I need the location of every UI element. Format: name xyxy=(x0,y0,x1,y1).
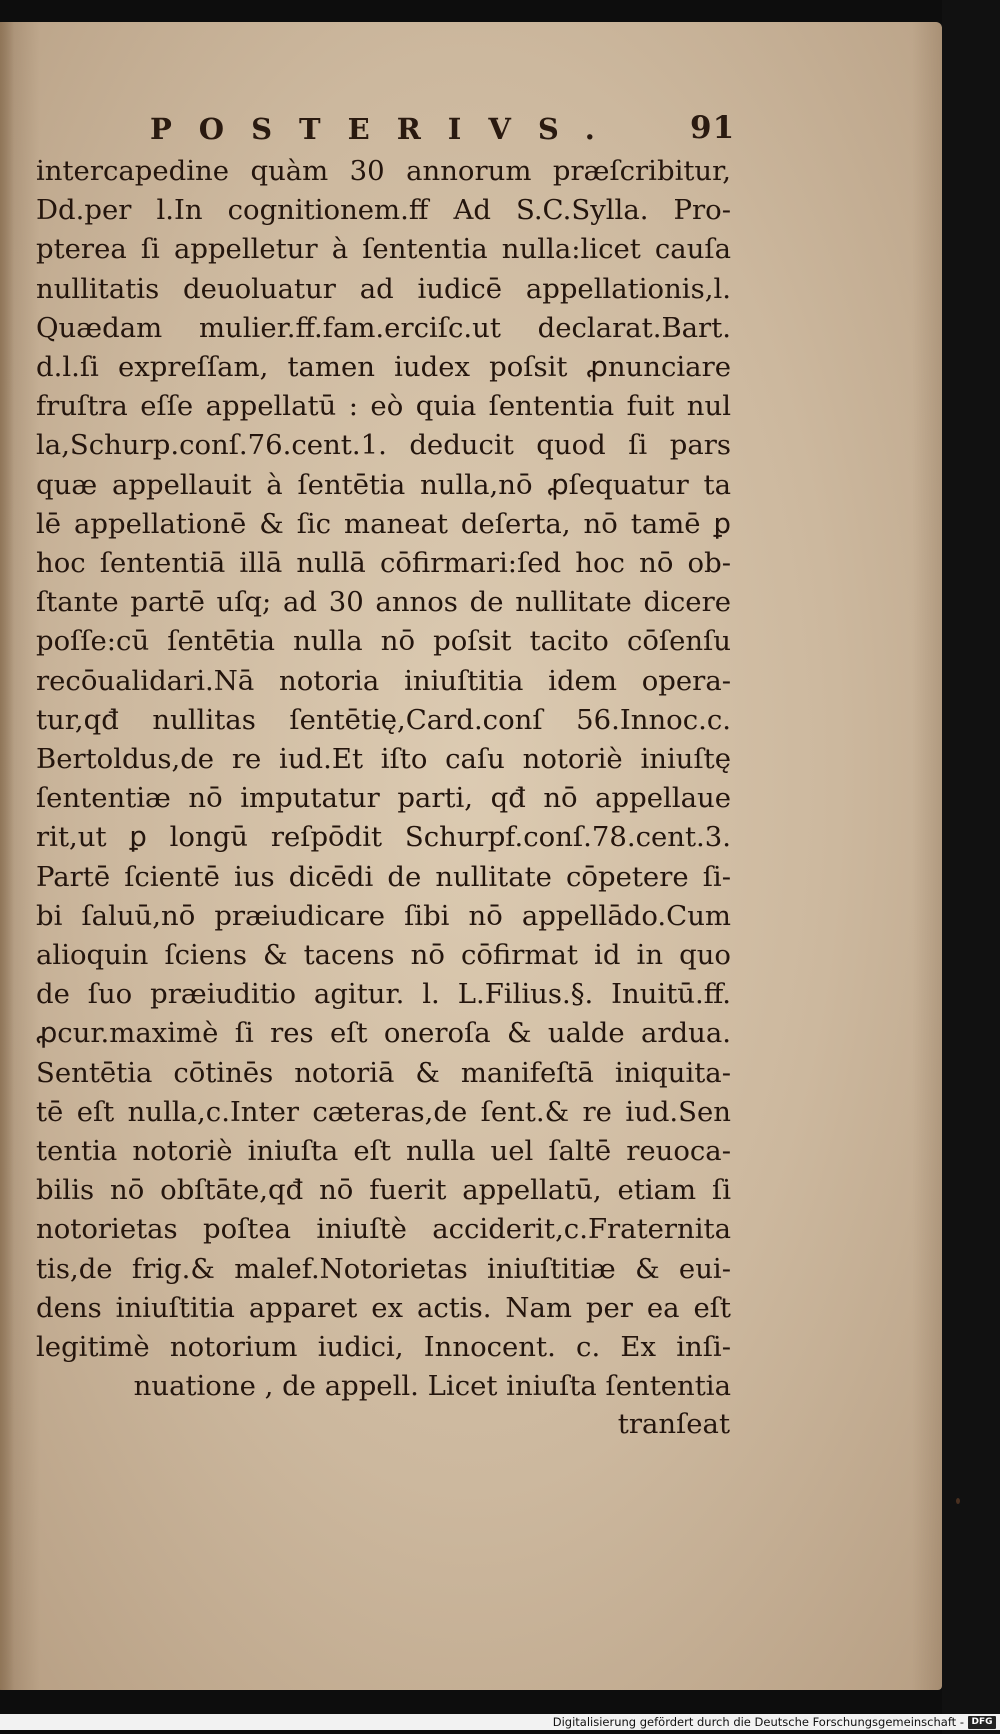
text-line: pterea ſi appelletur à ſententia nulla:licet cauſa xyxy=(36,233,731,266)
text-line: la,Schurp.conſ.76.cent.1. deducit quod ſi pars xyxy=(36,429,731,462)
text-line: dens iniuſtitia apparet ex actis. Nam per ea eſt xyxy=(36,1291,731,1324)
text-line: poſſe:cū ſentētia nulla nō poſsit tacito cōſenſu xyxy=(36,625,731,658)
ink-spot xyxy=(956,1498,960,1504)
text-line: tē eſt nulla,c.Inter cæteras,de ſent.& re iud.Sen xyxy=(36,1095,731,1128)
text-line: Bertoldus,de re iud.Et iſto caſu notoriè iniuſtę xyxy=(36,743,731,776)
text-line: bilis nō obſtāte,qđ nō fuerit appellatū, etiam ſi xyxy=(36,1174,731,1207)
text-line: alioquin ſciens & tacens nō cōfirmat id in quo xyxy=(36,939,731,972)
page-number: 91 xyxy=(690,110,736,146)
text-line: Dd.per l.In cognitionem.ff Ad S.C.Sylla. Pro- xyxy=(36,194,731,227)
text-line: recōualidari.Nā notoria iniuſtitia idem opera- xyxy=(36,664,731,697)
text-line: hoc ſententiā illā nullā cōfirmari:ſed hoc nō ob- xyxy=(36,547,731,580)
text-line: Sentētia cōtinēs notoriā & manifeſtā iniquita- xyxy=(36,1056,731,1089)
text-line: fruſtra eſſe appellatū : eò quia ſententia fuit nul xyxy=(36,390,731,423)
text-line: tentia notoriè iniuſta eſt nulla uel ſaltē reuoca- xyxy=(36,1135,731,1168)
text-line: intercapedine quàm 30 annorum præſcribitur, xyxy=(36,155,731,187)
digitization-footer xyxy=(0,1714,1000,1730)
text-line: bi ſaluū,nō præiudicare ſibi nō appellādo.Cum xyxy=(36,899,731,932)
running-head xyxy=(150,110,736,146)
text-line: nuatione , de appell. Licet iniuſta ſententia xyxy=(133,1370,731,1403)
text-line: Quædam mulier.ff.fam.erciſc.ut declarat.Bart. xyxy=(36,311,731,344)
text-line: ꝓcur.maximè ſi res eſt oneroſa & ualde ardua. xyxy=(36,1017,731,1050)
text-line: legitimè notorium iudici, Innocent. c. Ex inſi- xyxy=(36,1331,731,1364)
dfg-logo-icon: DFG xyxy=(968,1716,996,1729)
catchword: tranſeat xyxy=(617,1408,730,1440)
text-line: d.l.ſi expreſſam, tamen iudex poſsit ꝓnunciare xyxy=(36,351,731,384)
text-line: notorietas poſtea iniuſtè acciderit,c.Fraternita xyxy=(36,1213,731,1246)
body-text xyxy=(36,152,731,1407)
scan-border xyxy=(942,0,1000,1734)
text-line: tur,qđ nullitas ſentētię,Card.conſ 56.Innoc.c. xyxy=(36,703,731,736)
text-line: nullitatis deuoluatur ad iudicē appellationis,l. xyxy=(36,272,731,305)
page-gutter-shadow xyxy=(0,22,14,1690)
text-line: Partē ſcientē ius dicēdi de nullitate cōpetere ſi- xyxy=(36,860,731,893)
text-line: rit,ut ꝑ longū reſpōdit Schurpf.conſ.78.cent.3. xyxy=(36,821,731,854)
footer-credit: Digitalisierung gefördert durch die Deutsche Forschungsgemeinschaft - xyxy=(552,1715,964,1729)
text-line: lē appellationē & ſic maneat deſerta, nō tamē ꝑ xyxy=(36,507,731,540)
text-line: de ſuo præiuditio agitur. l. L.Filius.§. Inuitū.ff. xyxy=(36,978,731,1011)
text-line: tis,de frig.& malef.Notorietas iniuſtitiæ & eui- xyxy=(36,1252,731,1285)
text-line: ſtante partē uſq; ad 30 annos de nullitate dicere xyxy=(36,586,731,619)
running-head-title: POSTERIVS. xyxy=(150,112,622,146)
text-line: quæ appellauit à ſentētia nulla,nō ꝓſequatur ta xyxy=(36,468,731,501)
text-line: ſententiæ nō imputatur parti, qđ nō appellaue xyxy=(36,782,731,815)
